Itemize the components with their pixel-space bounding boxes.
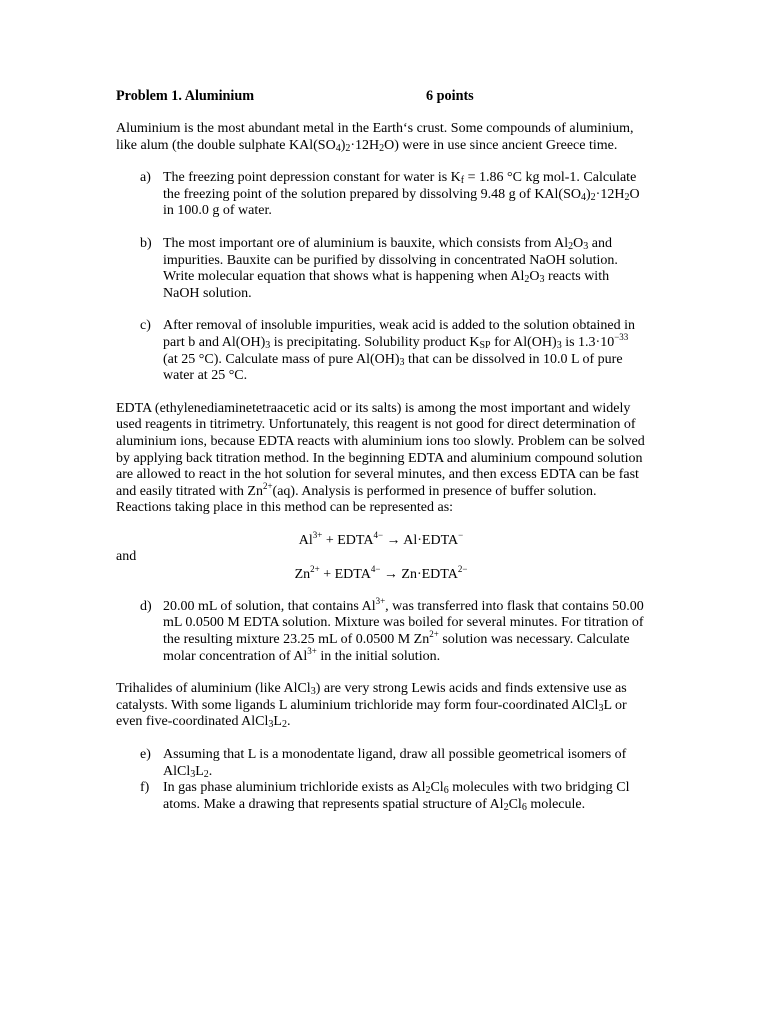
question-b: [116, 236, 646, 302]
question-text: 20.00 mL of solution, that contains $Al^{3+}$, was transferred into flask that contains 50.00 mL 0.0500 M EDTA solution. Mixture was boiled for several minutes. For titration of the resulting mixture 23.25 mL of 0.0500 M $Zn^{2+}$ solution was necessary. Calculate molar concentration of $Al^{3+}$ in the initial solution.: [163, 595, 644, 664]
question-text: Assuming that L is a monodentate ligand, draw all possible geometrical isomers of $AlCl_3L_2$.: [163, 747, 627, 780]
trihalides-paragraph: Trihalides of aluminium (like AlCl$_3$) are very strong Lewis acids and finds extensive use as catalysts. With some ligands L aluminium trichloride may form four-coordinated AlCl$_3$L or even five-coordinated $AlCl_3L_2$.: [116, 681, 627, 731]
question-text: The freezing point depression constant for water is $K_f = 1.86$ °C kg mol-1. Calculate the freezing point of the solution prepared by dissolving 9.48 g of $KAl(SO_4)_2\cdot 12H_2O$ in 100.0 g of water.: [163, 170, 640, 219]
document-page: [116, 88, 646, 813]
problem-header: [116, 88, 646, 105]
question-label: f): [140, 780, 150, 796]
question-text: After removal of insoluble impurities, weak acid is added to the solution obtained in part b and $Al(OH)_3$ is precipitating. Solubility product $K_{SP}$ for $Al(OH)_3$ is $1.3\cdot 10^{-33}$ (at 25 °C). Calculate mass of pure $Al(OH)_3$ that can be dissolved in 10.0 L of pure water at 25 °C.: [163, 318, 636, 384]
equation-zinc-edta: $Zn^{2+}$ + $EDTA^{4-}$ → $Zn\cdot EDTA^{2-}$: [294, 563, 468, 582]
question-label: e): [140, 747, 151, 763]
question-label: c): [140, 318, 151, 334]
question-text: The most important ore of aluminium is bauxite, which consists from $Al_2O_3$ and impurities. Bauxite can be purified by dissolving in concentrated NaOH solution. Write molecular equation that shows what is happening when $Al_2O_3$ reacts with NaOH solution.: [163, 235, 618, 301]
question-a: [116, 170, 646, 220]
question-label: a): [140, 170, 151, 186]
reaction-equations: [116, 529, 646, 583]
question-label: b): [140, 235, 152, 251]
problem-points: 6 points: [426, 88, 474, 104]
question-text: In gas phase aluminium trichloride exists as $Al_2Cl_6$ molecules with two bridging Cl atoms. Make a drawing that represents spatial structure of $Al_2Cl_6$ molecule.: [163, 780, 630, 813]
question-d: [116, 595, 646, 665]
equation-aluminium-edta: $Al^{3+}$ + $EDTA^{4-}$ → Al·EDTA−: [298, 529, 464, 548]
intro-paragraph: Aluminium is the most abundant metal in the Earth‘s crust. Some compounds of aluminium, like alum (the double sulphate $KAl(SO_4)_2\cdot 12H_2O$) were in use since ancient Greece time.: [116, 121, 634, 154]
question-e: [116, 747, 646, 780]
question-c: [116, 318, 646, 384]
edta-paragraph: EDTA (ethylenediaminetetraacetic acid or its salts) is among the most important and widely used reagents in titrimetry. Unfortunately, this reagent is not good for direct determination of aluminium ions, because EDTA reacts with aluminium ions too slowly. Problem can be solved by applying back titration method. In the beginning EDTA and aluminium compound solution are allowed to react in the hot solution for several minutes, and then excess EDTA can be fast and easily titrated with $Zn^{2+}(aq)$. Analysis is performed in presence of buffer solution. Reactions taking place in this method can be represented as:: [116, 400, 645, 516]
question-label: d): [140, 598, 152, 614]
problem-title: Problem 1. Aluminium: [116, 88, 255, 104]
question-f: [116, 780, 646, 813]
and-label: and: [116, 548, 137, 564]
